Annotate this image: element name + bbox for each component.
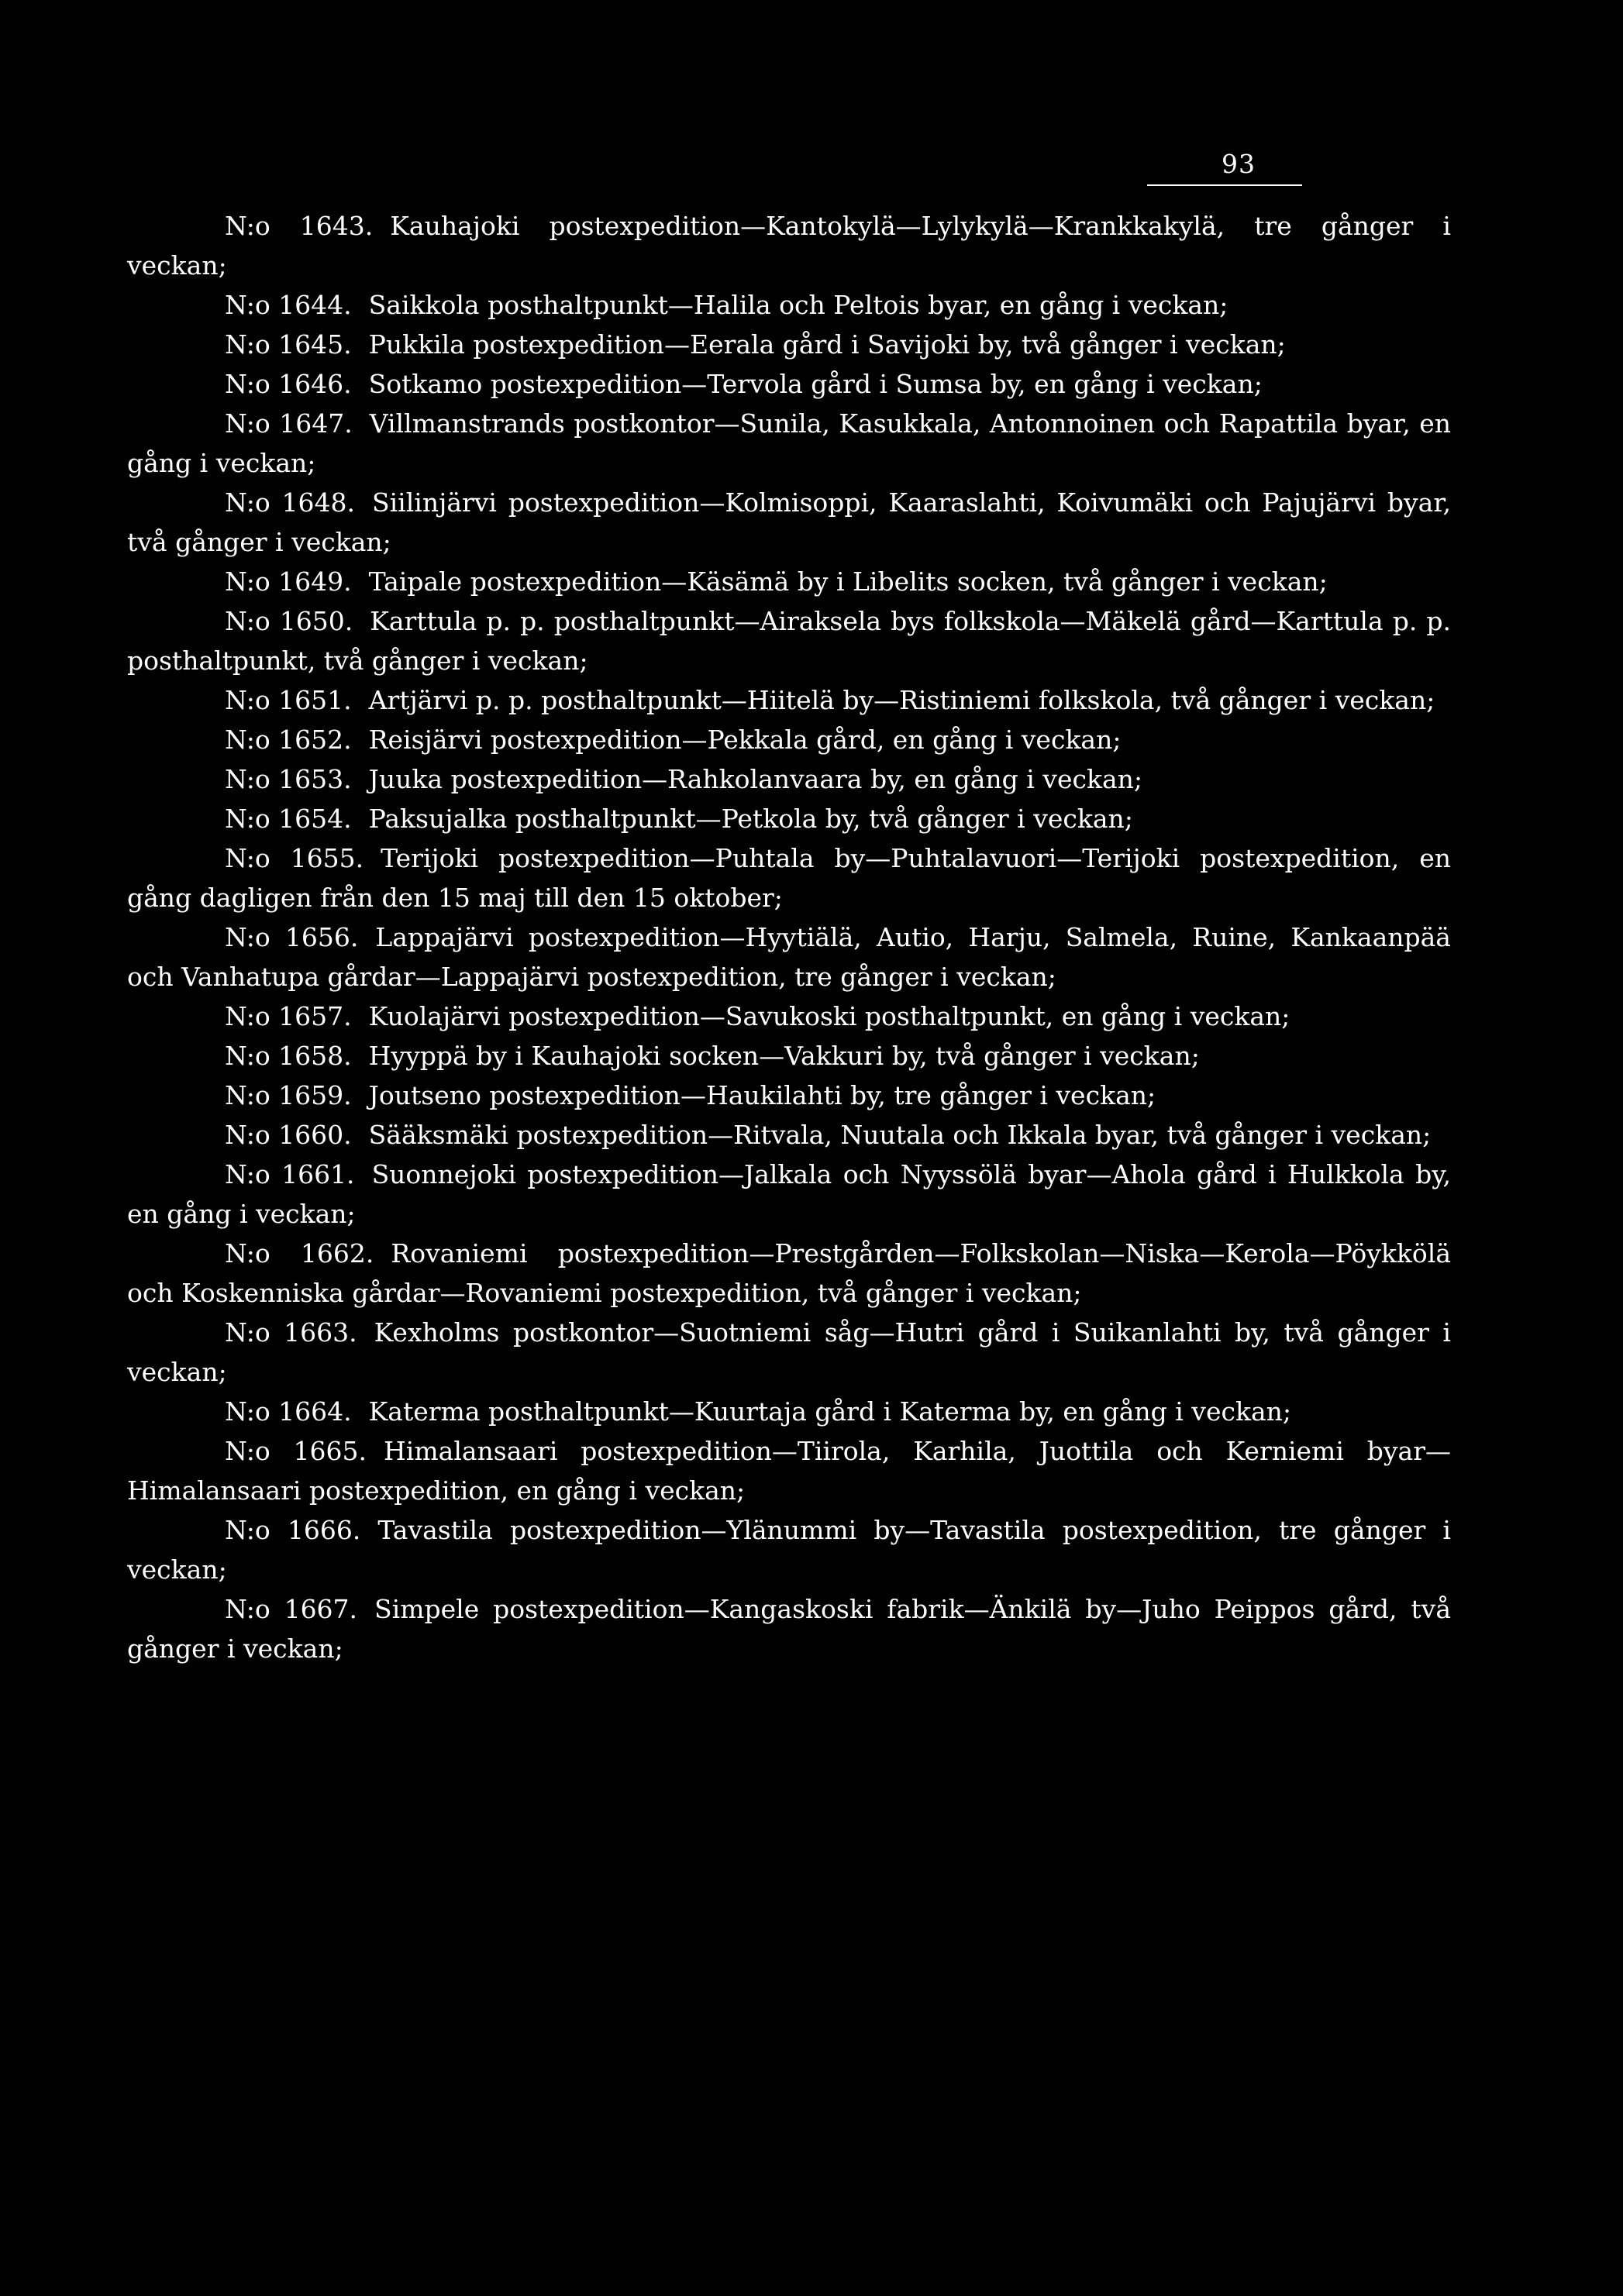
entry-text: Saikkola posthaltpunkt—Halila och Peltois byar, en gång i veckan; bbox=[368, 290, 1228, 320]
entry-number: N:o 1645. bbox=[225, 329, 352, 360]
entry-text: Tavastila postexpedition—Ylänummi by—Tavastila postexpedition, tre gånger i veckan; bbox=[127, 1515, 1451, 1585]
entry-number: N:o 1649. bbox=[225, 566, 352, 597]
route-entry bbox=[127, 206, 1451, 285]
entry-text: Villmanstrands postkontor—Sunila, Kasukkala, Antonnoinen och Rapattila byar, en gång i veckan; bbox=[127, 408, 1451, 478]
entry-number: N:o 1665. bbox=[225, 1436, 367, 1466]
route-entry bbox=[127, 720, 1451, 759]
document-page bbox=[127, 139, 1451, 1668]
entry-text: Paksujalka posthaltpunkt—Petkola by, två gånger i veckan; bbox=[368, 804, 1133, 834]
entry-text: Simpele postexpedition—Kangaskoski fabrik—Änkilä by—Juho Peippos gård, två gånger i veckan; bbox=[127, 1594, 1451, 1664]
entry-text: Rovaniemi postexpedition—Prestgården—Folkskolan—Niska—Kerola—Pöykkölä och Koskenniska gårdar—Rovaniemi postexpedition, två gånger i veckan; bbox=[127, 1238, 1451, 1308]
page-number-rule bbox=[1147, 184, 1302, 186]
route-entry bbox=[127, 364, 1451, 404]
entry-number: N:o 1655. bbox=[225, 843, 364, 873]
entry-number: N:o 1647. bbox=[225, 408, 353, 439]
entry-text: Artjärvi p. p. posthaltpunkt—Hiitelä by—Ristiniemi folkskola, två gånger i veckan; bbox=[368, 685, 1435, 715]
entry-text: Terijoki postexpedition—Puhtala by—Puhtalavuori—Terijoki postexpedition, en gång dagligen från den 15 maj till den 15 oktober; bbox=[127, 843, 1451, 913]
entry-number: N:o 1664. bbox=[225, 1396, 352, 1427]
route-entry bbox=[127, 997, 1451, 1036]
entry-number: N:o 1644. bbox=[225, 290, 352, 320]
route-entry bbox=[127, 483, 1451, 562]
route-entry bbox=[127, 601, 1451, 680]
route-entry bbox=[127, 838, 1451, 917]
entry-number: N:o 1656. bbox=[225, 922, 359, 952]
entry-text: Karttula p. p. posthaltpunkt—Airaksela bys folkskola—Mäkelä gård—Karttula p. p. posthaltpunkt, två gånger i veckan; bbox=[127, 606, 1451, 676]
route-entry bbox=[127, 680, 1451, 720]
entry-text: Himalansaari postexpedition—Tiirola, Karhila, Juottila och Kerniemi byar—Himalansaari postexpedition, en gång i veckan; bbox=[127, 1436, 1451, 1506]
entry-number: N:o 1659. bbox=[225, 1080, 352, 1110]
entry-text: Lappajärvi postexpedition—Hyytiälä, Autio, Harju, Salmela, Ruine, Kankaanpää och Vanhatupa gårdar—Lappajärvi postexpedition, tre gånger i veckan; bbox=[127, 922, 1451, 992]
route-entry bbox=[127, 759, 1451, 799]
route-entry bbox=[127, 1076, 1451, 1115]
entry-number: N:o 1662. bbox=[225, 1238, 374, 1268]
entry-text: Reisjärvi postexpedition—Pekkala gård, en gång i veckan; bbox=[368, 725, 1122, 755]
entry-text: Kauhajoki postexpedition—Kantokylä—Lylykylä—Krankkakylä, tre gånger i veckan; bbox=[127, 211, 1451, 281]
page-number: 93 bbox=[1222, 149, 1256, 179]
entry-text: Kexholms postkontor—Suotniemi såg—Hutri gård i Suikanlahti by, två gånger i veckan; bbox=[127, 1317, 1451, 1387]
entry-text: Taipale postexpedition—Käsämä by i Libelits socken, två gånger i veckan; bbox=[368, 566, 1328, 597]
entry-number: N:o 1657. bbox=[225, 1001, 352, 1031]
entry-number: N:o 1651. bbox=[225, 685, 352, 715]
route-entry bbox=[127, 404, 1451, 483]
route-entry bbox=[127, 562, 1451, 601]
entry-number: N:o 1660. bbox=[225, 1120, 352, 1150]
entry-number: N:o 1663. bbox=[225, 1317, 357, 1348]
route-entry bbox=[127, 1431, 1451, 1510]
route-entry bbox=[127, 1510, 1451, 1589]
route-entry bbox=[127, 1392, 1451, 1431]
entry-text: Juuka postexpedition—Rahkolanvaara by, en gång i veckan; bbox=[368, 764, 1143, 794]
entry-number: N:o 1666. bbox=[225, 1515, 361, 1545]
entry-number: N:o 1654. bbox=[225, 804, 352, 834]
entry-text: Joutseno postexpedition—Haukilahti by, tre gånger i veckan; bbox=[368, 1080, 1156, 1110]
route-entries-list bbox=[127, 206, 1451, 1668]
entry-text: Hyyppä by i Kauhajoki socken—Vakkuri by, två gånger i veckan; bbox=[368, 1041, 1200, 1071]
route-entry bbox=[127, 917, 1451, 997]
route-entry bbox=[127, 1313, 1451, 1392]
entry-text: Katerma posthaltpunkt—Kuurtaja gård i Katerma by, en gång i veckan; bbox=[368, 1396, 1291, 1427]
route-entry bbox=[127, 1234, 1451, 1313]
entry-text: Pukkila postexpedition—Eerala gård i Savijoki by, två gånger i veckan; bbox=[368, 329, 1286, 360]
route-entry bbox=[127, 1115, 1451, 1155]
entry-number: N:o 1648. bbox=[225, 487, 356, 518]
entry-number: N:o 1667. bbox=[225, 1594, 358, 1624]
route-entry bbox=[127, 1589, 1451, 1668]
entry-number: N:o 1646. bbox=[225, 369, 352, 399]
entry-text: Siilinjärvi postexpedition—Kolmisoppi, Kaaraslahti, Koivumäki och Pajujärvi byar, två gånger i veckan; bbox=[127, 487, 1452, 557]
page-header bbox=[127, 139, 1451, 194]
entry-text: Kuolajärvi postexpedition—Savukoski posthaltpunkt, en gång i veckan; bbox=[368, 1001, 1290, 1031]
route-entry bbox=[127, 799, 1451, 838]
entry-number: N:o 1643. bbox=[225, 211, 374, 241]
entry-number: N:o 1652. bbox=[225, 725, 352, 755]
entry-number: N:o 1653. bbox=[225, 764, 352, 794]
entry-number: N:o 1661. bbox=[225, 1159, 355, 1189]
route-entry bbox=[127, 285, 1451, 325]
route-entry bbox=[127, 1036, 1451, 1076]
entry-number: N:o 1658. bbox=[225, 1041, 352, 1071]
route-entry bbox=[127, 1155, 1451, 1234]
entry-text: Sotkamo postexpedition—Tervola gård i Sumsa by, en gång i veckan; bbox=[368, 369, 1263, 399]
route-entry bbox=[127, 325, 1451, 364]
entry-text: Sääksmäki postexpedition—Ritvala, Nuutala och Ikkala byar, två gånger i veckan; bbox=[368, 1120, 1432, 1150]
entry-text: Suonnejoki postexpedition—Jalkala och Nyyssölä byar—Ahola gård i Hulkkola by, en gång i veckan; bbox=[127, 1159, 1452, 1229]
entry-number: N:o 1650. bbox=[225, 606, 353, 636]
